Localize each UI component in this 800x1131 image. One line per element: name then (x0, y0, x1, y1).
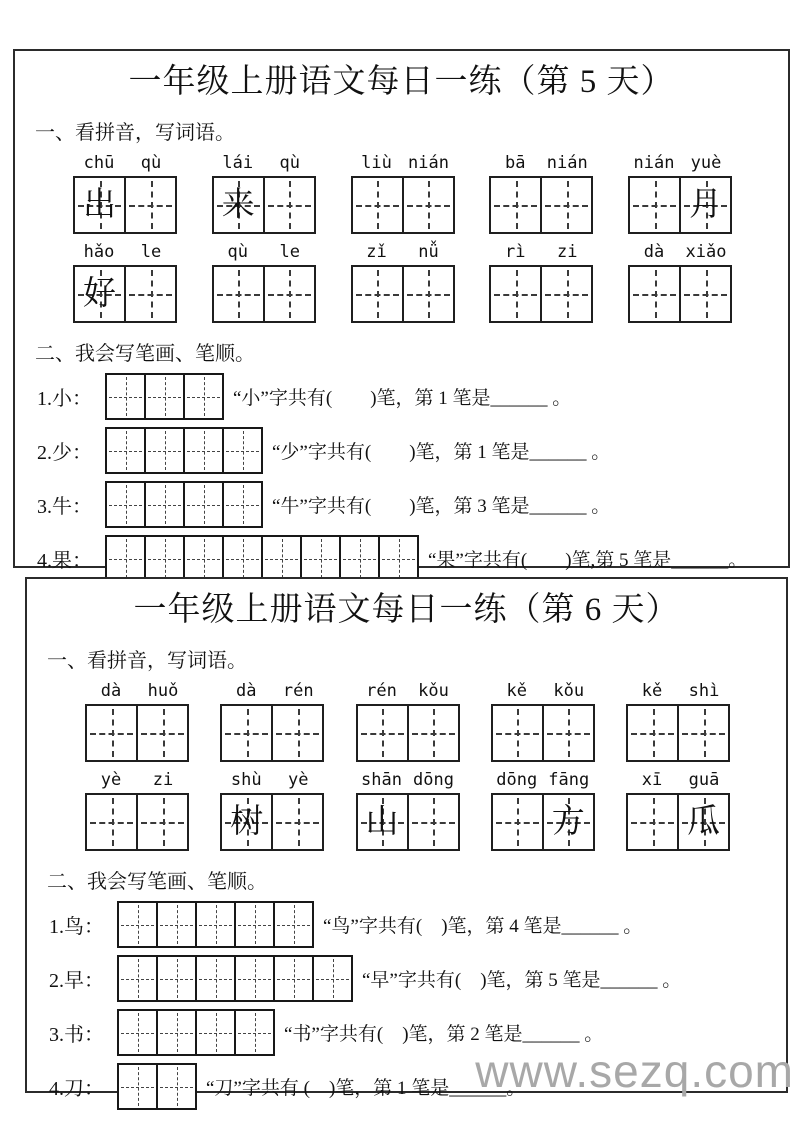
pinyin-syllable: qù (140, 153, 162, 173)
pinyin-syllable: le (140, 242, 162, 262)
worksheet-day-5 (13, 49, 790, 572)
pinyin-syllable: bā (505, 153, 526, 173)
writing-grid-cell (628, 176, 681, 234)
writing-grid-cell (356, 704, 409, 762)
writing-grid-cell (124, 176, 177, 234)
stroke-box (234, 955, 275, 1002)
character: 好 (83, 275, 116, 312)
character-grid (212, 265, 316, 323)
stroke-boxes (117, 955, 353, 1002)
character-grid (491, 704, 595, 762)
pinyin-syllable: qù (279, 153, 300, 173)
stroke-box (234, 901, 275, 948)
pinyin-syllable: liù (361, 153, 392, 173)
pinyin-syllable: nián (408, 153, 449, 173)
stroke-question: “少”字共有( )笔，第 1 笔是______ 。 (272, 442, 611, 463)
writing-grid-cell (679, 265, 732, 323)
character-grid (212, 176, 316, 234)
stroke-boxes (105, 427, 263, 474)
writing-grid-cell (263, 176, 316, 234)
writing-grid-cell (85, 793, 138, 851)
stroke-box (300, 535, 341, 582)
pinyin-syllable: zi (152, 770, 174, 790)
writing-grid-cell (136, 793, 189, 851)
character-grid (85, 793, 189, 851)
pinyin-word-group (626, 681, 730, 762)
stroke-box (156, 901, 197, 948)
pinyin-word-group (85, 770, 189, 851)
stroke-boxes (105, 481, 263, 528)
pinyin-syllable: yè (100, 770, 122, 790)
pinyin-word-group (351, 242, 455, 323)
stroke-box (105, 373, 146, 420)
stroke-box (222, 481, 263, 528)
pinyin-label (220, 681, 324, 701)
writing-grid-cell (136, 704, 189, 762)
stroke-box (339, 535, 380, 582)
pinyin-row (15, 242, 788, 323)
pinyin-word-group (489, 242, 593, 323)
pinyin-syllable: yuè (690, 153, 722, 173)
pinyin-label (491, 770, 595, 790)
writing-grid-cell (491, 793, 544, 851)
writing-grid-cell (491, 704, 544, 762)
writing-grid-cell (489, 265, 542, 323)
section2-heading: 二、我会写笔画、笔顺。 (35, 343, 255, 365)
stroke-boxes (117, 1063, 197, 1110)
pinyin-syllable: kě (506, 681, 527, 701)
writing-grid-cell (489, 176, 542, 234)
writing-grid-cell (407, 793, 460, 851)
stroke-exercise (15, 373, 788, 582)
writing-grid-cell (540, 265, 593, 323)
pinyin-syllable: shù (230, 770, 262, 790)
pinyin-syllable: nián (633, 153, 675, 173)
pinyin-word-group (85, 681, 189, 762)
stroke-box (156, 1063, 197, 1110)
pinyin-word-group (351, 153, 455, 234)
pinyin-syllable: kǒu (553, 681, 585, 701)
writing-grid-cell (124, 265, 177, 323)
character: 瓜 (687, 803, 720, 840)
character-grid (489, 265, 593, 323)
pinyin-word-group (491, 770, 595, 851)
stroke-box (117, 1063, 158, 1110)
stroke-box (144, 427, 185, 474)
stroke-box (222, 427, 263, 474)
pinyin-syllable: kě (641, 681, 663, 701)
pinyin-label (626, 770, 730, 790)
writing-grid-cell (626, 704, 679, 762)
stroke-item (49, 955, 786, 1002)
stroke-item (37, 535, 788, 582)
section2-heading: 二、我会写笔画、笔顺。 (47, 871, 267, 893)
stroke-item-label: 2.早： (49, 970, 104, 992)
writing-grid-cell (73, 265, 126, 323)
pinyin-syllable: yè (288, 770, 309, 790)
stroke-item-label: 1.小： (37, 388, 92, 410)
pinyin-exercise (27, 681, 786, 851)
stroke-question: “鸟”字共有( )笔，第 4 笔是______ 。 (323, 916, 643, 937)
pinyin-label (351, 242, 455, 262)
stroke-boxes (105, 373, 224, 420)
character-grid (351, 176, 455, 234)
writing-grid-cell (679, 176, 732, 234)
pinyin-label (212, 242, 316, 262)
pinyin-label (356, 770, 460, 790)
stroke-question: “早”字共有( )笔，第 5 笔是______ 。 (362, 970, 682, 991)
writing-grid-cell (212, 265, 265, 323)
pinyin-label (73, 242, 177, 262)
pinyin-syllable: kǒu (418, 681, 449, 701)
stroke-box (273, 955, 314, 1002)
pinyin-word-group (491, 681, 595, 762)
pinyin-syllable: rén (366, 681, 397, 701)
character-grid (489, 176, 593, 234)
stroke-box (195, 1009, 236, 1056)
worksheet-title: 一年级上册语文每日一练（第 5 天） (128, 64, 675, 100)
pinyin-label (73, 153, 177, 173)
stroke-boxes (105, 535, 419, 582)
pinyin-word-group (212, 242, 316, 323)
stroke-item (49, 901, 786, 948)
pinyin-syllable: chū (83, 153, 115, 173)
stroke-item (37, 427, 788, 474)
stroke-item-label: 3.书： (49, 1024, 104, 1046)
pinyin-syllable: guā (688, 770, 720, 790)
stroke-boxes (117, 901, 314, 948)
writing-grid-cell (220, 704, 273, 762)
pinyin-syllable: zǐ (366, 242, 387, 262)
writing-grid-cell (677, 704, 730, 762)
stroke-box (105, 535, 146, 582)
stroke-boxes (117, 1009, 275, 1056)
stroke-box (105, 481, 146, 528)
pinyin-syllable: dōng (496, 770, 538, 790)
pinyin-row (27, 770, 786, 851)
stroke-question: “小”字共有( )笔，第 1 笔是______ 。 (233, 388, 572, 409)
stroke-box (156, 955, 197, 1002)
pinyin-syllable: shān (361, 770, 402, 790)
stroke-question: “牛”字共有( )笔，第 3 笔是______ 。 (272, 496, 611, 517)
stroke-box (144, 373, 185, 420)
writing-grid-cell (85, 704, 138, 762)
pinyin-label (626, 681, 730, 701)
stroke-box (117, 901, 158, 948)
stroke-box (144, 535, 185, 582)
stroke-box (105, 427, 146, 474)
pinyin-label (356, 681, 460, 701)
character-grid (85, 704, 189, 762)
pinyin-syllable: fāng (548, 770, 590, 790)
pinyin-row (27, 681, 786, 762)
writing-grid-cell (263, 265, 316, 323)
character: 月 (689, 186, 722, 223)
stroke-box (156, 1009, 197, 1056)
character-grid (626, 704, 730, 762)
writing-grid-cell (351, 265, 404, 323)
pinyin-word-group (212, 153, 316, 234)
stroke-box (273, 901, 314, 948)
pinyin-syllable: nǚ (418, 242, 439, 262)
writing-grid-cell (402, 265, 455, 323)
writing-grid-cell (626, 793, 679, 851)
character-grid (626, 793, 730, 851)
writing-grid-cell (540, 176, 593, 234)
character: 出 (83, 186, 116, 223)
pinyin-syllable: huǒ (147, 681, 179, 701)
pinyin-word-group (356, 770, 460, 851)
pinyin-word-group (220, 681, 324, 762)
stroke-box (117, 955, 158, 1002)
stroke-box (195, 901, 236, 948)
stroke-box (183, 535, 224, 582)
stroke-item-label: 1.鸟： (49, 916, 104, 938)
writing-grid-cell (271, 704, 324, 762)
writing-grid-cell (212, 176, 265, 234)
stroke-item-label: 4.刀： (49, 1078, 104, 1100)
character: 树 (230, 803, 264, 840)
stroke-item-label: 2.少： (37, 442, 92, 464)
pinyin-syllable: dōng (413, 770, 454, 790)
writing-grid-cell (542, 793, 595, 851)
stroke-box (144, 481, 185, 528)
section1-heading: 一、看拼音，写词语。 (35, 122, 235, 144)
stroke-box (234, 1009, 275, 1056)
pinyin-word-group (628, 242, 732, 323)
stroke-box (312, 955, 353, 1002)
pinyin-label (489, 153, 593, 173)
character-grid (356, 704, 460, 762)
watermark: www.sezq.com (475, 1045, 794, 1097)
pinyin-label (628, 153, 732, 173)
writing-grid-cell (628, 265, 681, 323)
pinyin-word-group (356, 681, 460, 762)
writing-grid-cell (73, 176, 126, 234)
pinyin-word-group (628, 153, 732, 234)
stroke-item (37, 373, 788, 420)
stroke-question: “果”字共有( )笔,第 5 笔是______。 (428, 550, 748, 571)
pinyin-syllable: nián (546, 153, 588, 173)
pinyin-label (491, 681, 595, 701)
pinyin-syllable: xiǎo (685, 242, 727, 262)
character: 来 (221, 186, 255, 223)
character-grid (220, 704, 324, 762)
character-grid (220, 793, 324, 851)
pinyin-word-group (220, 770, 324, 851)
character-grid (491, 793, 595, 851)
pinyin-label (212, 153, 316, 173)
stroke-box (261, 535, 302, 582)
character-grid (73, 176, 177, 234)
stroke-box (222, 535, 263, 582)
pinyin-syllable: le (279, 242, 300, 262)
pinyin-exercise (15, 153, 788, 323)
writing-grid-cell (356, 793, 409, 851)
pinyin-syllable: xī (641, 770, 663, 790)
writing-grid-cell (402, 176, 455, 234)
stroke-box (378, 535, 419, 582)
character: 方 (551, 803, 585, 840)
section1-heading: 一、看拼音，写词语。 (47, 650, 247, 672)
pinyin-label (489, 242, 593, 262)
character-grid (73, 265, 177, 323)
pinyin-syllable: zi (557, 242, 578, 262)
pinyin-label (85, 770, 189, 790)
stroke-box (117, 1009, 158, 1056)
pinyin-word-group (626, 770, 730, 851)
pinyin-label (220, 770, 324, 790)
pinyin-syllable: shì (688, 681, 720, 701)
pinyin-syllable: rì (505, 242, 526, 262)
character-grid (351, 265, 455, 323)
stroke-question: “书”字共有( )笔，第 2 笔是______ 。 (284, 1024, 604, 1045)
pinyin-label (351, 153, 455, 173)
pinyin-label (85, 681, 189, 701)
stroke-box (195, 955, 236, 1002)
stroke-item-label: 3.牛： (37, 496, 92, 518)
pinyin-syllable: dà (643, 242, 665, 262)
pinyin-syllable: hǎo (83, 242, 115, 262)
pinyin-word-group (73, 153, 177, 234)
character-grid (628, 176, 732, 234)
pinyin-word-group (73, 242, 177, 323)
writing-grid-cell (677, 793, 730, 851)
stroke-box (183, 427, 224, 474)
stroke-box (183, 481, 224, 528)
pinyin-syllable: rén (282, 681, 314, 701)
character: 山 (365, 803, 399, 840)
writing-grid-cell (407, 704, 460, 762)
pinyin-label (628, 242, 732, 262)
pinyin-row (15, 153, 788, 234)
writing-grid-cell (542, 704, 595, 762)
pinyin-syllable: dà (236, 681, 257, 701)
worksheet-day-6 (25, 577, 788, 1100)
stroke-box (183, 373, 224, 420)
pinyin-syllable: lái (222, 153, 254, 173)
worksheet-title: 一年级上册语文每日一练（第 6 天） (133, 592, 680, 628)
character-grid (628, 265, 732, 323)
writing-grid-cell (220, 793, 273, 851)
stroke-item-label: 4.果： (37, 550, 92, 572)
pinyin-word-group (489, 153, 593, 234)
stroke-item (37, 481, 788, 528)
writing-grid-cell (271, 793, 324, 851)
stroke-question: “刀”字共有 ( )笔，第 1 笔是______。 (206, 1078, 526, 1099)
pinyin-syllable: qù (227, 242, 248, 262)
writing-grid-cell (351, 176, 404, 234)
pinyin-syllable: dà (100, 681, 122, 701)
character-grid (356, 793, 460, 851)
